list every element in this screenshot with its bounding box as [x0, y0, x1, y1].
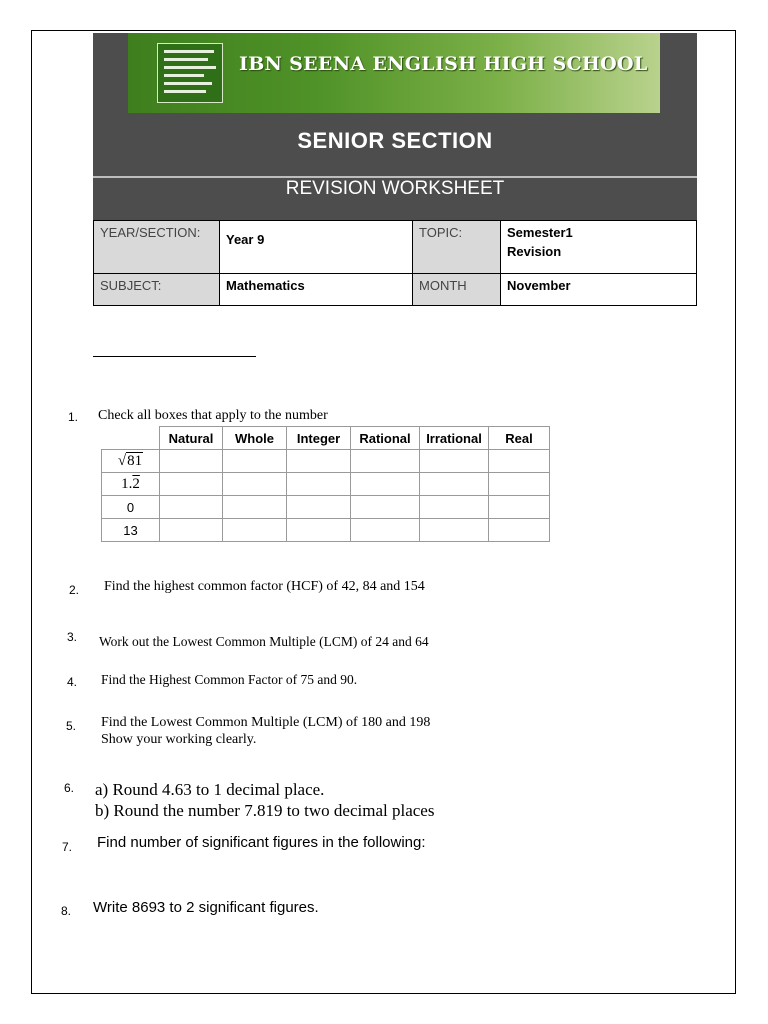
header-integer: Integer: [287, 427, 351, 450]
checkbox-cell[interactable]: [420, 519, 489, 542]
question-3-number: 3.: [67, 630, 78, 644]
checkbox-cell[interactable]: [489, 473, 550, 496]
year-value: Year 9: [220, 221, 413, 274]
question-6-part-a: a) Round 4.63 to 1 decimal place.: [95, 780, 325, 799]
question-2-text: Find the highest common factor (HCF) of 42, 84 and 154: [104, 579, 425, 594]
school-name: IBN SEENA ENGLISH HIGH SCHOOL: [239, 53, 648, 75]
row-label-thirteen: 13: [102, 519, 160, 542]
school-banner: [128, 33, 660, 113]
number-classification-table: [101, 426, 550, 542]
checkbox-cell[interactable]: [287, 496, 351, 519]
checkbox-cell[interactable]: [160, 473, 223, 496]
question-7-text: Find number of significant figures in the following:: [97, 834, 426, 851]
header-irrational: Irrational: [420, 427, 489, 450]
question-6-text: [95, 779, 434, 821]
checkbox-cell[interactable]: [351, 450, 420, 473]
header-whole: Whole: [223, 427, 287, 450]
checkbox-cell[interactable]: [160, 450, 223, 473]
checkbox-cell[interactable]: [489, 496, 550, 519]
radicand: 81: [127, 452, 143, 469]
checkbox-cell[interactable]: [287, 519, 351, 542]
header-rational: Rational: [351, 427, 420, 450]
row-label-sqrt81: √81: [102, 450, 160, 473]
header-real: Real: [489, 427, 550, 450]
subject-value: Mathematics: [220, 274, 413, 306]
worksheet-title: REVISION WORKSHEET: [285, 178, 505, 199]
question-1-text: Check all boxes that apply to the number: [98, 408, 328, 423]
question-5-number: 5.: [66, 719, 77, 733]
question-2-number: 2.: [69, 583, 80, 597]
checkbox-cell[interactable]: [420, 496, 489, 519]
checkbox-cell[interactable]: [223, 450, 287, 473]
question-5-text: [101, 714, 430, 748]
question-3-text: Work out the Lowest Common Multiple (LCM) of 24 and 64: [99, 634, 429, 649]
question-6-number: 6.: [64, 781, 75, 795]
row-label-recurring: 1.2: [102, 473, 160, 496]
checkbox-cell[interactable]: [489, 519, 550, 542]
name-blank-line: [93, 356, 256, 357]
row-label-zero: 0: [102, 496, 160, 519]
question-5-line1: Find the Lowest Common Multiple (LCM) of 180 and 198: [101, 715, 431, 730]
school-crest-icon: [157, 43, 223, 103]
year-label: YEAR/SECTION:: [94, 221, 220, 274]
question-7-number: 7.: [62, 840, 73, 854]
month-value: November: [501, 274, 697, 306]
month-label: MONTH: [413, 274, 501, 306]
question-8-number: 8.: [61, 904, 72, 918]
checkbox-cell[interactable]: [287, 450, 351, 473]
question-4-text: Find the Highest Common Factor of 75 and 90.: [101, 672, 358, 687]
question-5-line2: Show your working clearly.: [101, 732, 257, 747]
subject-label: SUBJECT:: [94, 274, 220, 306]
checkbox-cell[interactable]: [160, 496, 223, 519]
checkbox-cell[interactable]: [223, 496, 287, 519]
section-title: SENIOR SECTION: [297, 128, 493, 153]
question-8-text: Write 8693 to 2 significant figures.: [93, 899, 319, 916]
checkbox-cell[interactable]: [223, 519, 287, 542]
topic-label: TOPIC:: [413, 221, 501, 274]
question-4-number: 4.: [67, 675, 78, 689]
question-6-part-b: b) Round the number 7.819 to two decimal places: [95, 801, 435, 820]
header-natural: Natural: [160, 427, 223, 450]
repeating-digit: 2: [132, 475, 140, 492]
topic-value: [501, 221, 697, 274]
question-1-number: 1.: [68, 410, 79, 424]
checkbox-cell[interactable]: [223, 473, 287, 496]
checkbox-cell[interactable]: [160, 519, 223, 542]
checkbox-cell[interactable]: [489, 450, 550, 473]
checkbox-cell[interactable]: [351, 519, 420, 542]
checkbox-cell[interactable]: [420, 473, 489, 496]
topic-value-line1: Semester1: [507, 225, 573, 240]
topic-value-line2: Revision: [507, 244, 562, 259]
table-corner: [102, 427, 160, 450]
checkbox-cell[interactable]: [287, 473, 351, 496]
checkbox-cell[interactable]: [351, 496, 420, 519]
info-table: [93, 220, 697, 306]
checkbox-cell[interactable]: [420, 450, 489, 473]
checkbox-cell[interactable]: [351, 473, 420, 496]
